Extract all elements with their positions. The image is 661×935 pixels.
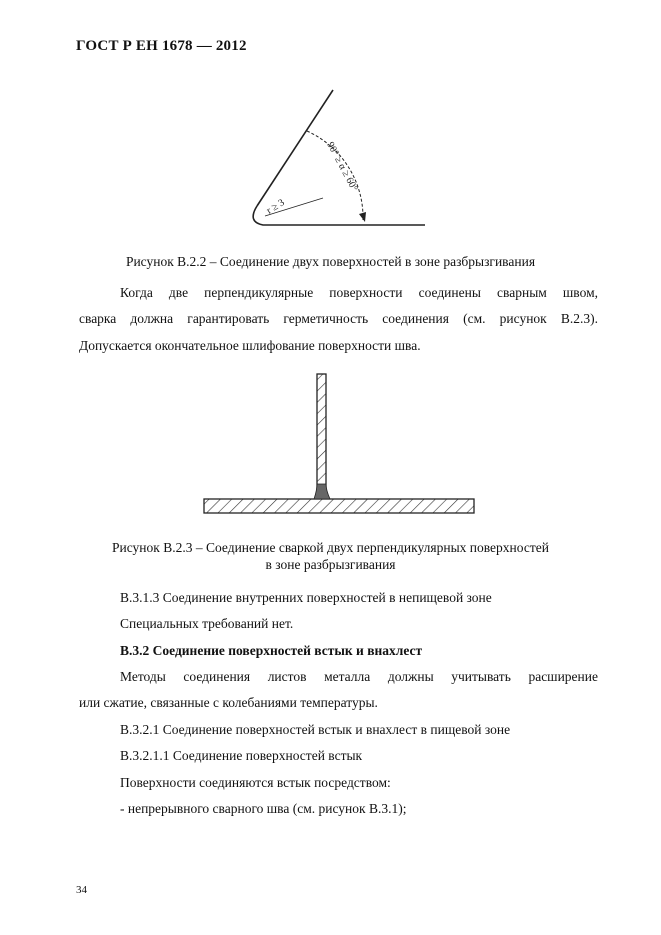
section-b313: В.3.1.3 Соединение внутренних поверхностей в непищевой зоне [120,590,492,605]
paragraph-line: Когда две перпендикулярные поверхности соединены сварным швом, [120,285,598,300]
angle-label: 90° ≥ α ≥ 60° [324,140,360,194]
paragraph-line: Методы соединения листов металла должны учитывать расширение [120,669,598,684]
figure-b23-drawing [200,372,480,522]
no-requirements-text: Специальных требований нет. [120,616,294,631]
figure-b23-caption-line1: Рисунок В.2.3 – Соединение сваркой двух перпендикулярных поверхностей [112,540,549,555]
bullet-item: - непрерывного сварного шва (см. рисунок В.3.1); [120,801,407,816]
radius-label: r ≥ 3 [264,197,287,217]
paragraph-line: сварка должна гарантировать герметичность соединения (см. рисунок В.2.3). [79,311,598,326]
section-b32-heading: В.3.2 Соединение поверхностей встык и внахлест [120,643,423,658]
paragraph-line: Допускается окончательное шлифование поверхности шва. [79,338,421,353]
section-b3211: В.3.2.1.1 Соединение поверхностей встык [120,748,363,763]
rounded-corner [253,206,265,225]
document-header: ГОСТ Р ЕН 1678 — 2012 [76,38,247,54]
figure-b22-caption: Рисунок В.2.2 – Соединение двух поверхностей в зоне разбрызгивания [125,254,536,269]
section-b321: В.3.2.1 Соединение поверхностей встык и внахлест в пищевой зоне [120,722,511,737]
arrow-head [359,212,366,222]
vertical-plate [317,374,326,498]
figure-b22-drawing [235,86,435,236]
butt-intro-text: Поверхности соединяются встык посредством: [120,775,391,790]
figure-b23-caption-line2: в зоне разбрызгивания [265,557,396,572]
horizontal-plate [204,499,474,513]
inclined-surface-line [257,90,333,206]
paragraph-line: или сжатие, связанные с колебаниями температуры. [79,695,378,710]
page-number: 34 [76,884,87,896]
